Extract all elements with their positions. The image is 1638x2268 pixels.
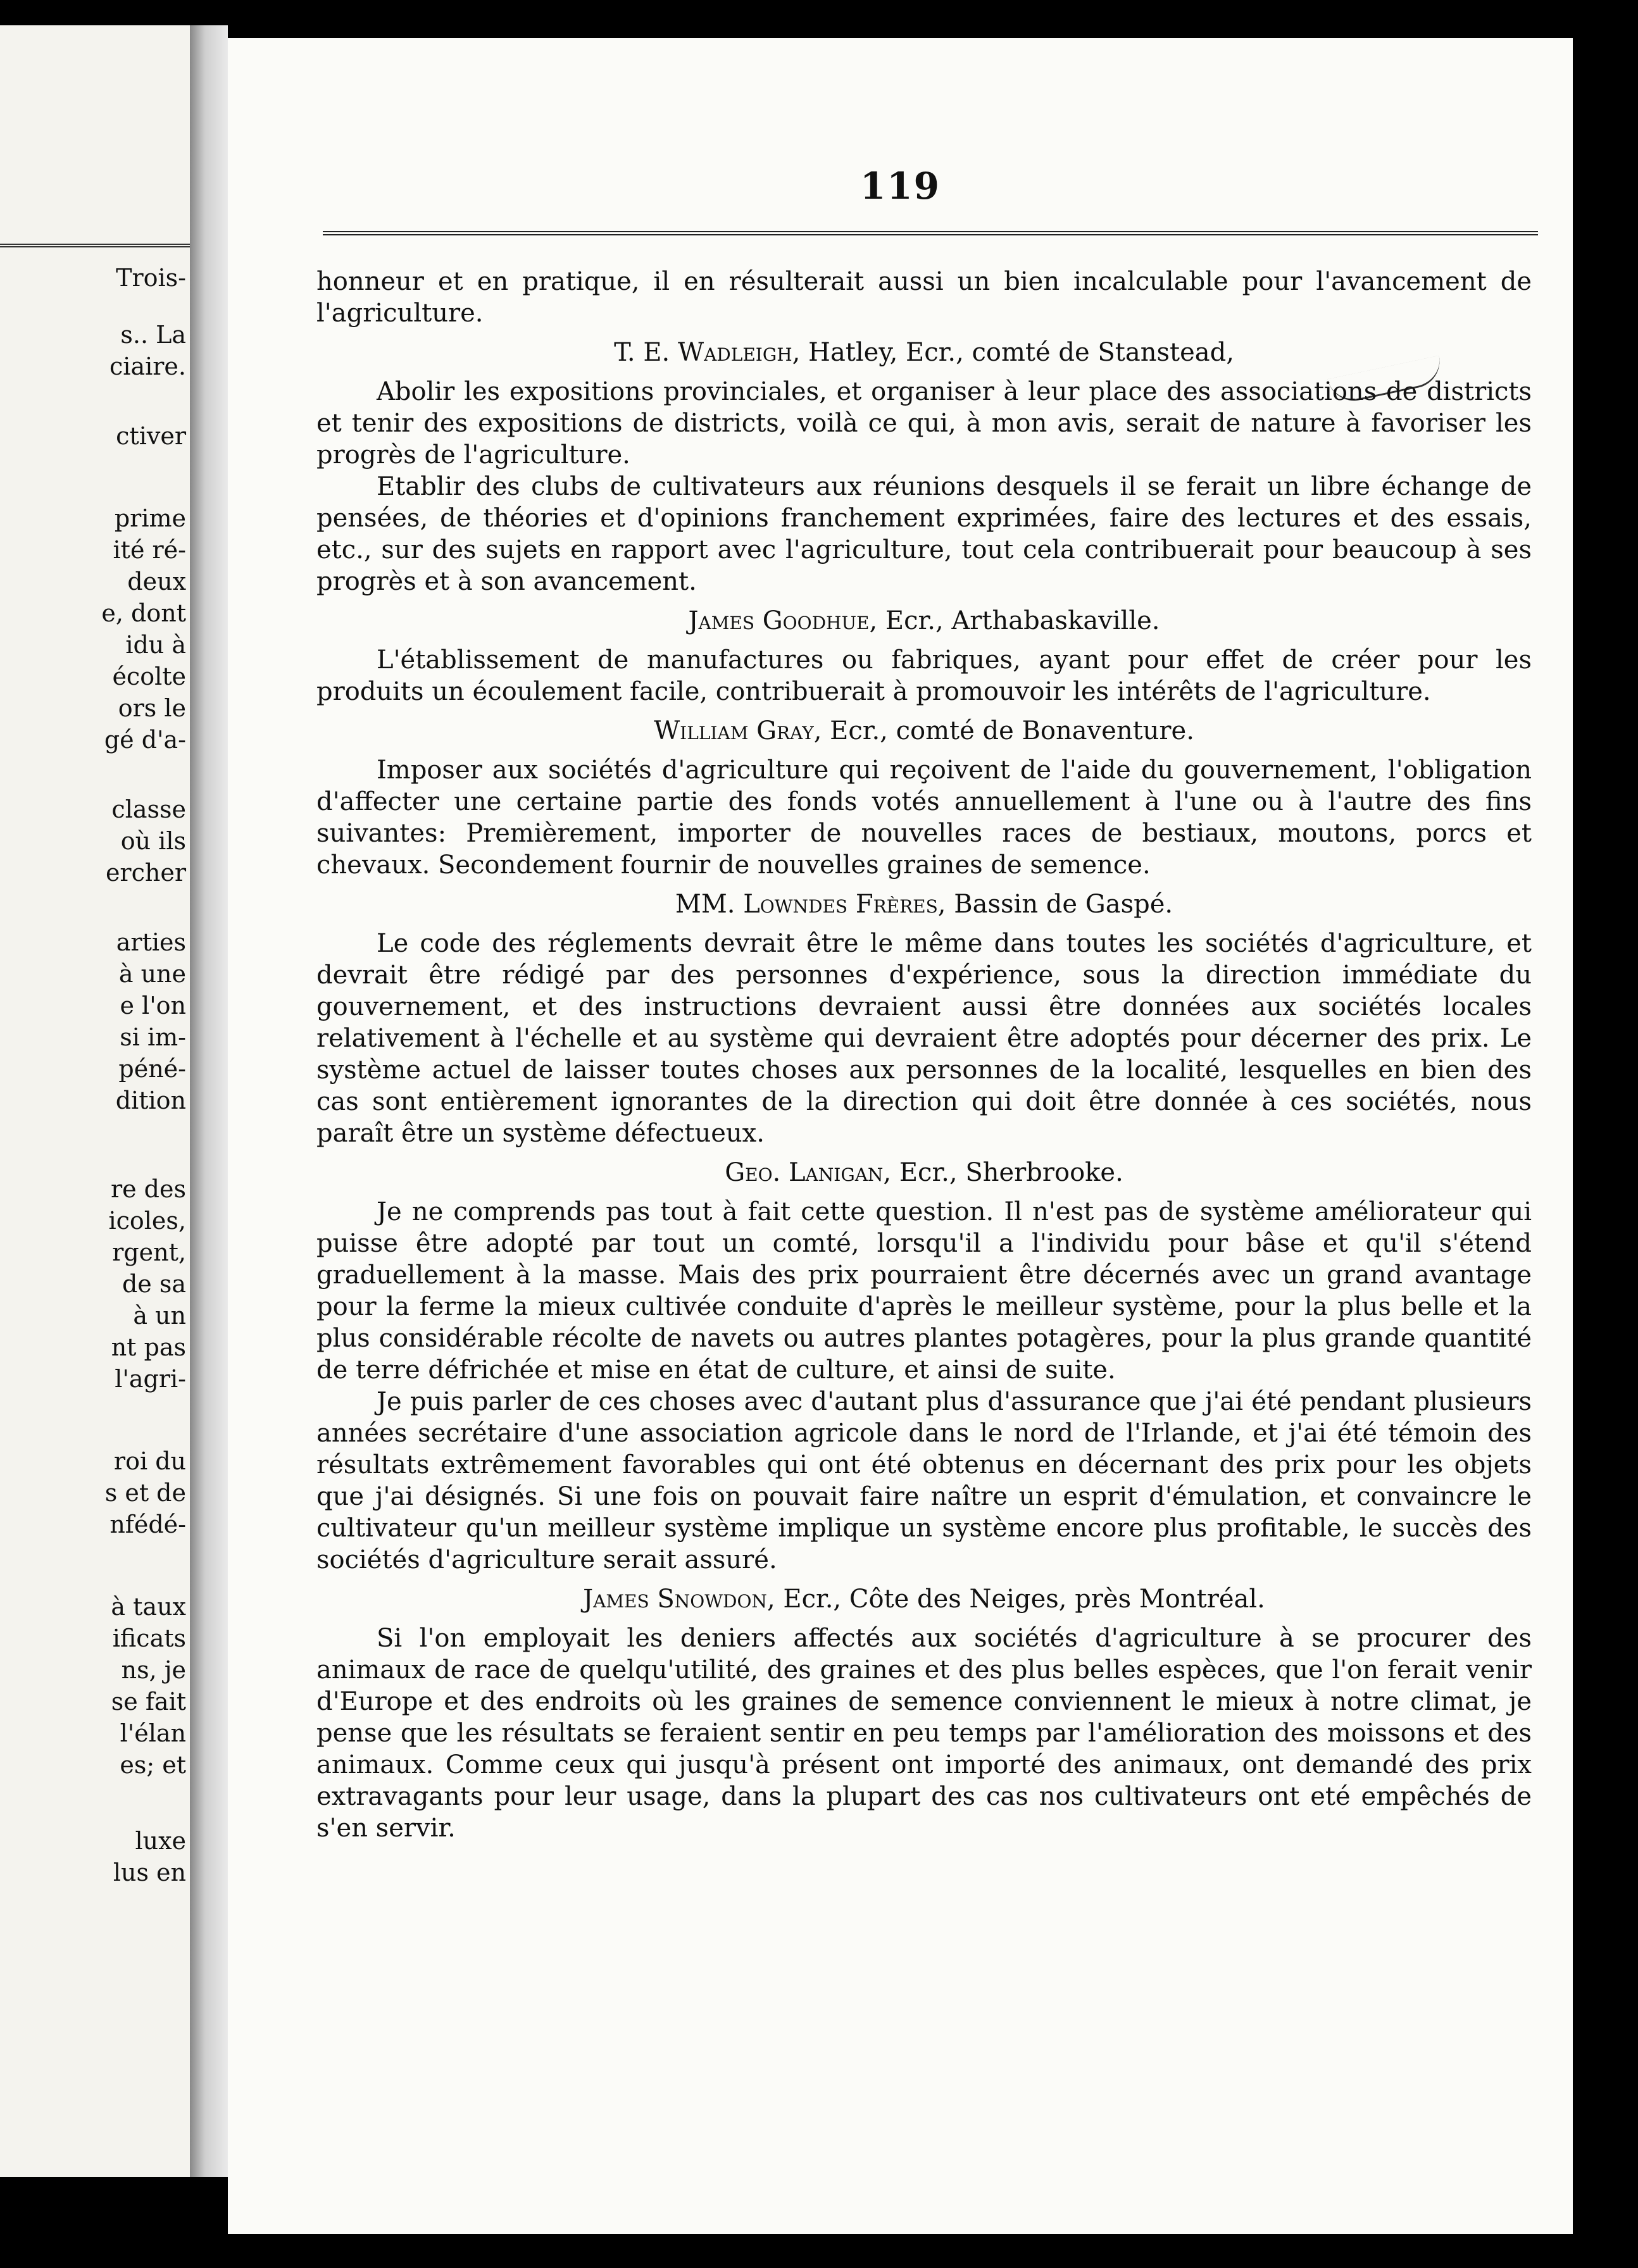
facing-page-line: ité ré- <box>113 536 186 564</box>
facing-page-line: à taux <box>111 1593 186 1621</box>
paragraph: Etablir des clubs de cultivateurs aux réunions desquels il se ferait un libre échange de pensées, de théories et d'opinions franchement exprimées, faire des lectures et des essais, etc., sur des sujets en rapport avec l'agriculture, tout cela contribuerait pour beaucoup à ses progrès et à son avancement. <box>316 472 1532 596</box>
contributor-name: MM. Lowndes Frères <box>675 890 938 919</box>
paragraph: Je puis parler de ces choses avec d'autant plus d'assurance que j'ai été pendant plusieurs années secrétaire d'une association agricole dans le nord de l'Irlande, et j'ai été témoin des résultats extrêmement favorables qui ont été obtenus en décernant des prix pour les objets que j'ai désignés. Si une fois on pouvait faire naître un esprit d'émulation, et convaincre le cultivateur qu'un meilleur système implique un système encore plus profitable, le succès des sociétés d'agriculture serait assuré. <box>316 1387 1532 1574</box>
facing-page-line: dition <box>115 1087 186 1114</box>
facing-page-line: idu à <box>125 631 186 659</box>
header-rule <box>323 231 1538 235</box>
facing-page-line: nfédé- <box>109 1511 186 1538</box>
paragraph: Abolir les expositions provinciales, et organiser à leur place des associations de districts et tenir des expositions de districts, voilà ce qui, à mon avis, serait de nature à favoriser les progrès de l'agriculture. <box>316 377 1532 470</box>
page-number: 119 <box>860 165 941 208</box>
facing-page-line: e l'on <box>120 992 186 1019</box>
facing-page-line: l'élan <box>120 1719 186 1747</box>
paragraph: Le code des réglements devrait être le même dans toutes les sociétés d'agriculture, et devrait être rédigé par des personnes d'expérience, sous la direction immédiate du gouvernement, et des instructions devraient aussi être données aux sociétés locales relativement à l'échelle et au système qui devraient être adoptés pour décerner des prix. Le système actuel de laisser toutes choses aux personnes de la localité, lesquelles en bien des cas sont entièrement ignorantes de la direction qui doit être donnée à ces sociétés, nous paraît être un système défectueux. <box>316 929 1532 1148</box>
facing-page-line: rgent, <box>112 1238 186 1266</box>
contributor-name: James Goodhue <box>688 606 870 635</box>
paragraph: Je ne comprends pas tout à fait cette question. Il n'est pas de système améliorateur qui puisse être adopté par tout un comté, lorsqu'il a l'individu pour bâse et qu'il s'étend graduellement à la masse. Mais des prix pourraient être décernés avec un grand avantage pour la ferme la mieux cultivée conduite d'après le meilleur système, pour la plus belle et la plus considérable récolte de navets ou autres plantes potagères, pour la plus grande quantité de terre défrichée et mise en état de culture, et ainsi de suite. <box>316 1197 1532 1385</box>
contributor-location: , Ecr., Côte des Neiges, près Montréal. <box>766 1585 1265 1614</box>
contributor-name: Geo. Lanigan <box>725 1158 884 1187</box>
facing-page-line: Trois- <box>116 264 186 292</box>
contributor-name: T. E. Wadleigh <box>614 338 792 367</box>
document-body <box>316 266 1532 1844</box>
facing-page-line: ciaire. <box>109 352 186 380</box>
paragraph: L'établissement de manufactures ou fabriques, ayant pour effet de créer pour les produits un écoulement facile, contribuerait à promouvoir les intérêts de l'agriculture. <box>316 645 1532 706</box>
facing-page-line: écolte <box>112 663 186 690</box>
facing-page-line: re des <box>110 1175 186 1203</box>
facing-page-line: s.. La <box>120 321 186 349</box>
facing-page-line: e, dont <box>101 599 186 627</box>
contributor-location: , Bassin de Gaspé. <box>937 890 1173 919</box>
book-gutter <box>190 25 228 2177</box>
facing-page-line: classe <box>111 795 186 823</box>
contributor-location: , Ecr., Arthabaskaville. <box>869 606 1160 635</box>
facing-page-line: ns, je <box>121 1656 186 1684</box>
facing-page-line: l'agri- <box>115 1365 186 1393</box>
facing-page-line: ercher <box>105 859 186 887</box>
facing-page-line: à un <box>133 1302 186 1330</box>
contributor-name: William Gray <box>654 716 814 745</box>
contributor-name: James Snowdon <box>583 1585 767 1614</box>
facing-page-line: péné- <box>118 1055 186 1083</box>
facing-page-line: icoles, <box>108 1207 186 1235</box>
contributor-heading <box>316 1583 1532 1615</box>
contributor-heading <box>316 605 1532 637</box>
contributor-location: , Hatley, Ecr., comté de Stanstead, <box>792 338 1234 367</box>
facing-page-line: gé d'a- <box>104 726 186 754</box>
facing-page-line: ors le <box>118 694 186 722</box>
contributor-location: , Ecr., Sherbrooke. <box>883 1158 1123 1187</box>
facing-page-line: deux <box>127 568 186 595</box>
facing-page-line: si im- <box>120 1023 186 1051</box>
facing-page-line: ificats <box>112 1624 186 1652</box>
facing-page-line: se fait <box>111 1688 186 1716</box>
facing-page-line: s et de <box>104 1479 186 1507</box>
facing-page-line: es; et <box>120 1751 186 1779</box>
facing-page-line: lus en <box>113 1859 186 1886</box>
facing-page-rule <box>0 244 190 247</box>
contributor-heading <box>316 715 1532 747</box>
facing-page-line: roi du <box>113 1447 186 1475</box>
document-page <box>228 38 1573 2234</box>
continued-paragraph: honneur et en pratique, il en résulterait aussi un bien incalculable pour l'avancement de l'agriculture. <box>316 267 1532 328</box>
paragraph: Imposer aux sociétés d'agriculture qui reçoivent de l'aide du gouvernement, l'obligation d'affecter une certaine partie des fonds votés annuellement à l'une ou à l'autre des fins suivantes: Premièrement, importer de nouvelles races de bestiaux, moutons, porcs et chevaux. Secondement fournir de nouvelles graines de semence. <box>316 756 1532 880</box>
paragraph: Si l'on employait les deniers affectés aux sociétés d'agriculture à se procurer des animaux de race de quelqu'utilité, des graines et des plus belles espèces, que l'on ferait venir d'Europe et des endroits où les graines de semence conviennent le mieux à notre climat, je pense que les résultats se feraient sentir en peu temps par l'amélioration des moissons et des animaux. Comme ceux qui jusqu'à présent ont importé des animaux, ont demandé des prix extravagants pour leur usage, dans la plupart des cas nos cultivateurs ont eté empêchés de s'en servir. <box>316 1624 1532 1843</box>
facing-page-line: de sa <box>122 1270 186 1298</box>
facing-page-line: arties <box>116 928 186 956</box>
facing-page-line: nt pas <box>111 1333 186 1361</box>
facing-page-fragment <box>0 25 190 2177</box>
facing-page-line: où ils <box>120 827 186 855</box>
facing-page-line: ctiver <box>116 422 186 450</box>
contributor-location: , Ecr., comté de Bonaventure. <box>813 716 1194 745</box>
facing-page-line: à une <box>118 960 186 988</box>
contributor-heading <box>316 337 1532 368</box>
facing-page-line: luxe <box>135 1827 186 1855</box>
contributor-heading <box>316 888 1532 920</box>
contributor-heading <box>316 1157 1532 1188</box>
facing-page-line: prime <box>114 504 186 532</box>
